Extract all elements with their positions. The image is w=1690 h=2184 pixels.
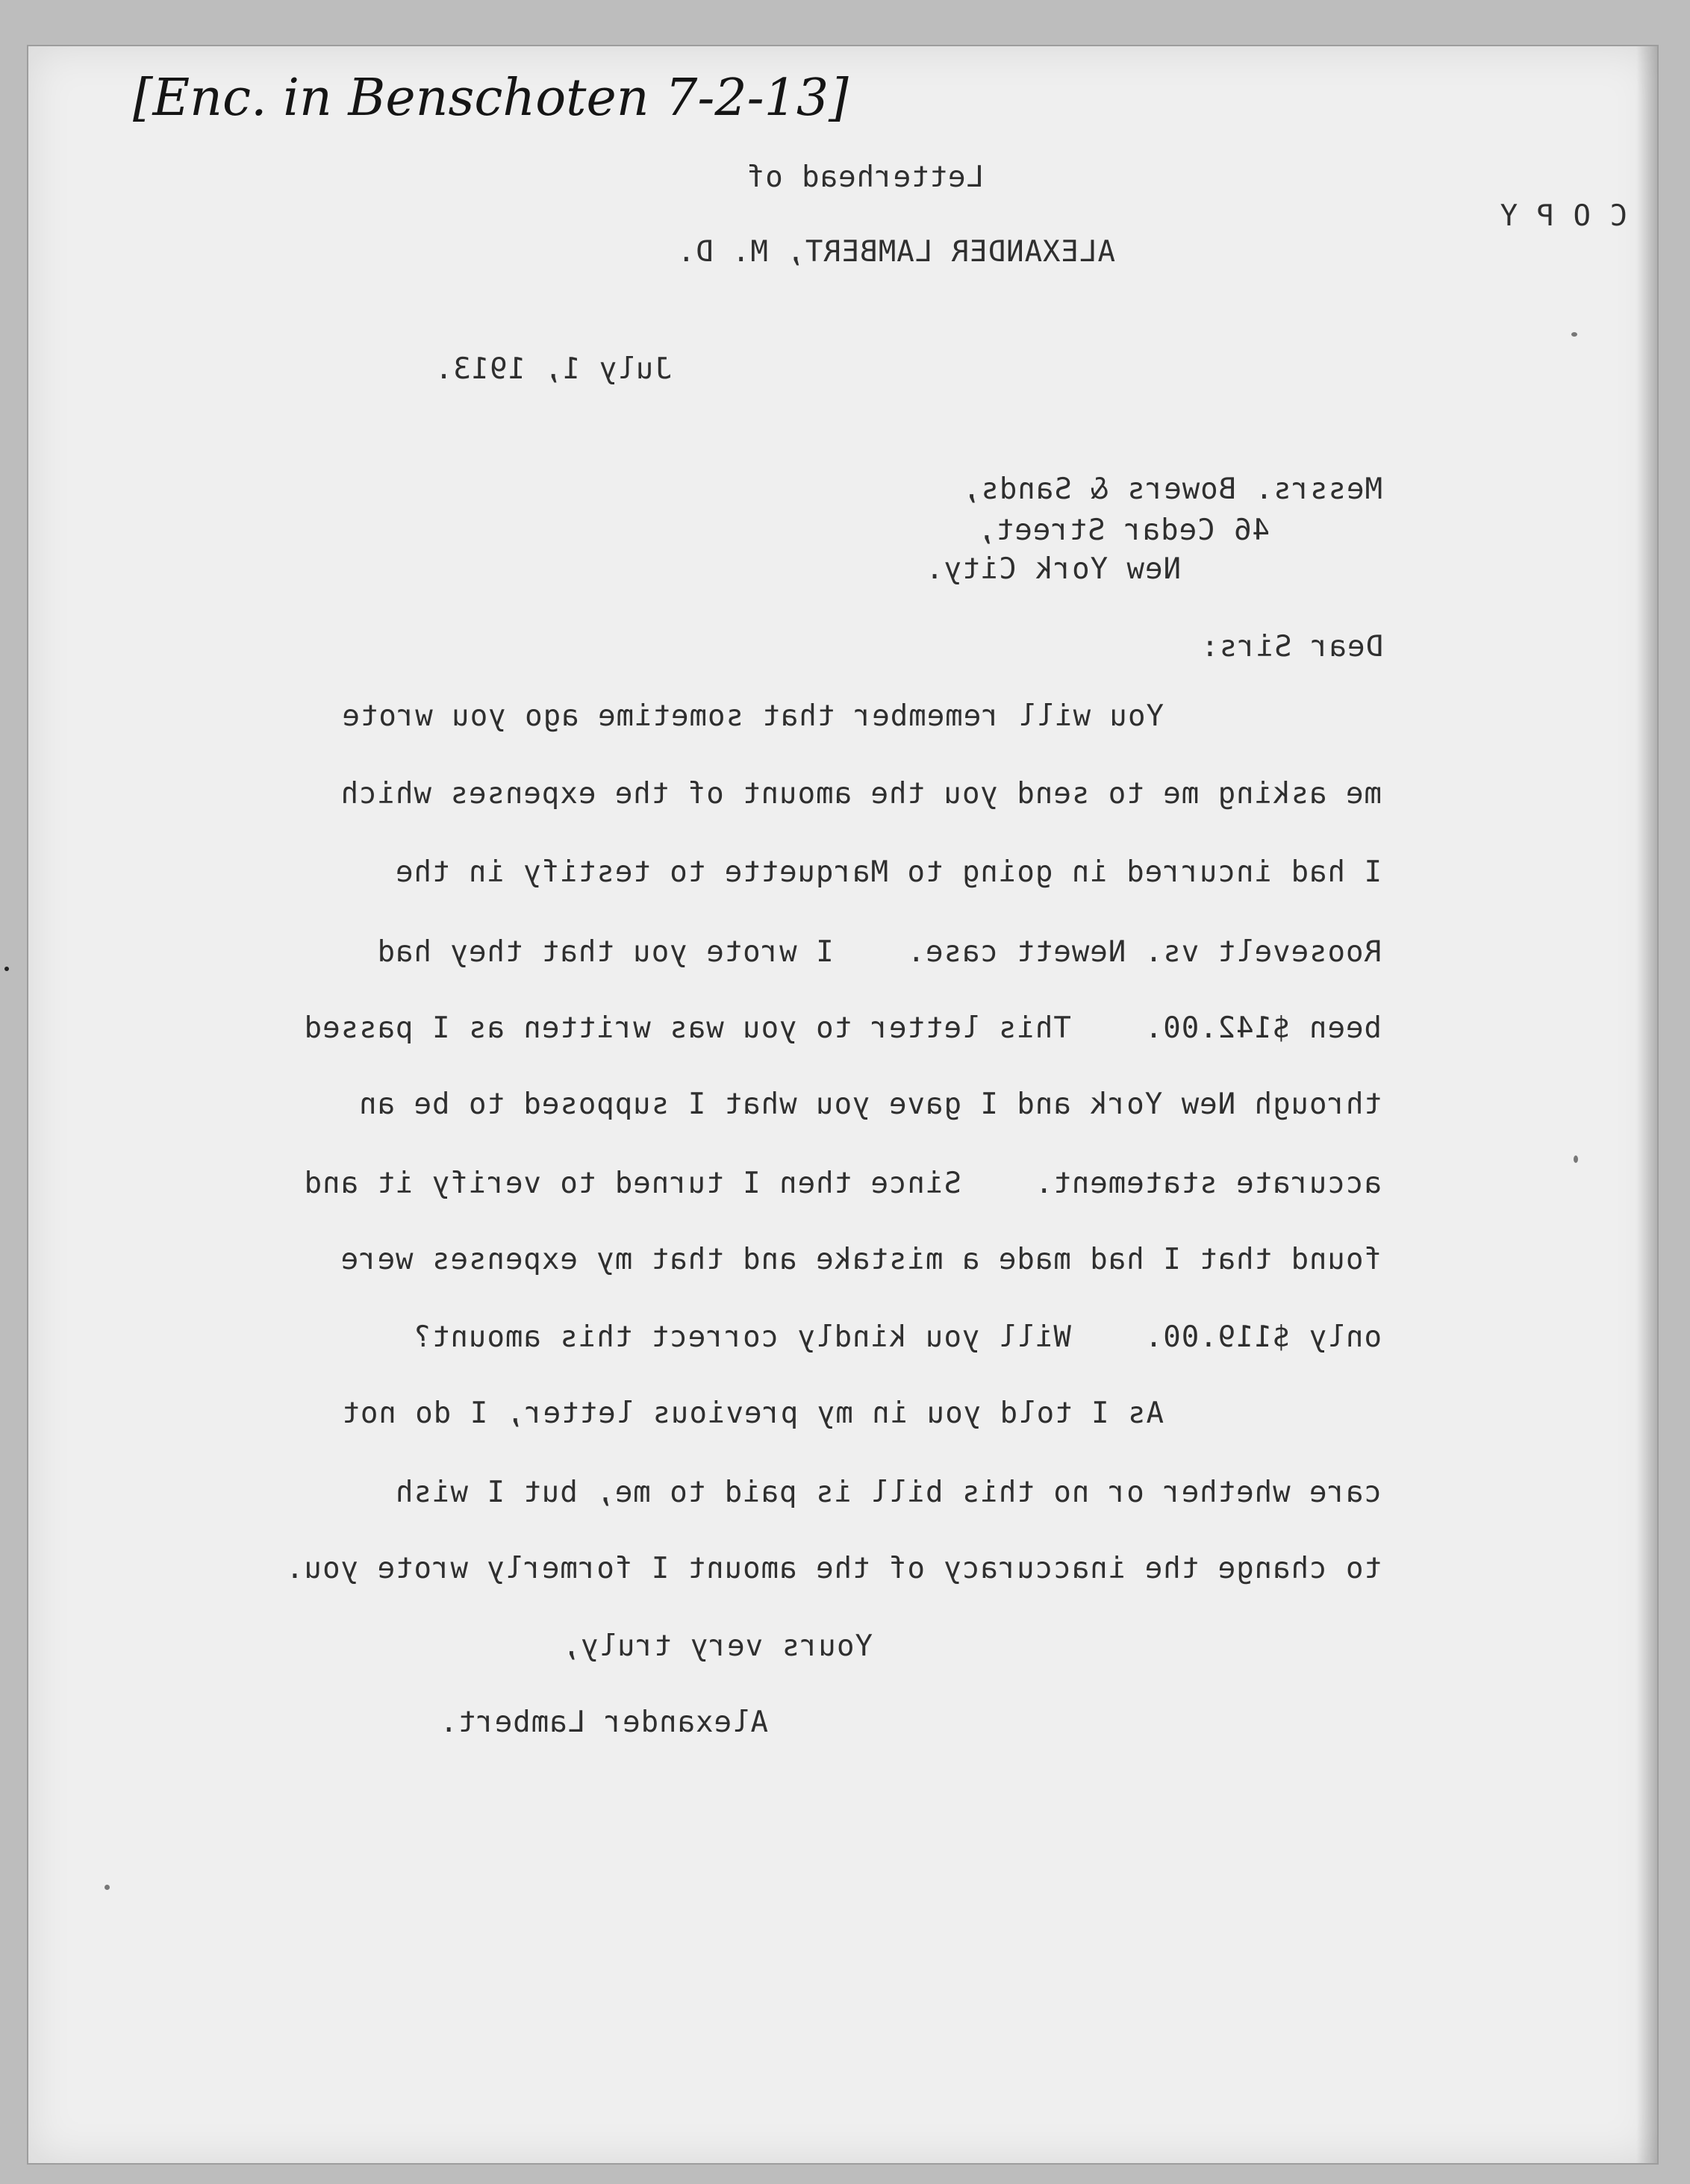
handwritten-annotation: [Enc. in Benschoten 7-2-13] (133, 69, 849, 128)
paper-speck (1574, 1155, 1578, 1163)
recipient-line-2: 46 Cedar Street, (977, 514, 1270, 547)
body-line: found that I had made a mistake and that my expenses were (340, 1243, 1382, 1276)
copy-mark: C O P Y (1499, 199, 1627, 233)
body-line: been $142.00. This letter to you was written as I passed (303, 1011, 1382, 1045)
body-line: Roosevelt vs. Newett case. I wrote you that they had (376, 935, 1382, 969)
body-line: I had incurred in going to Marquette to testify in the (395, 855, 1382, 889)
body-line: me asking me to send you the amount of the expenses which (340, 777, 1382, 811)
letterhead-label: Letterhead of (746, 160, 984, 194)
body-line: to change the inaccuracy of the amount I formerly wrote you. (285, 1552, 1382, 1585)
signature: Alexander Lambert. (439, 1706, 768, 1739)
letter-date: July 1, 1913. (434, 352, 672, 386)
closing: Yours very truly, (561, 1629, 873, 1663)
body-line: As I told you in my previous letter, I do not (341, 1397, 1164, 1430)
body-line: You will remember that sometime ago you wrote (341, 699, 1164, 733)
body-line: accurate statement. Since then I turned to verify it and (303, 1167, 1382, 1200)
body-line: only $119.00. Will you kindly correct this amount? (413, 1320, 1382, 1354)
letterhead-name: ALEXANDER LAMBERT, M. D. (676, 235, 1115, 269)
body-line: care whether or no this bill is paid to me, but I wish (395, 1476, 1382, 1509)
paper-speck (4, 967, 9, 971)
salutation: Dear Sirs: (1200, 630, 1383, 664)
paper-speck (1571, 332, 1577, 337)
paper-speck (105, 1885, 110, 1890)
recipient-line-3: New York City. (925, 552, 1181, 586)
body-line: through New York and I gave you what I supposed to be an (358, 1088, 1382, 1121)
recipient-line-1: Messrs. Bowers & Sands, (961, 472, 1382, 506)
